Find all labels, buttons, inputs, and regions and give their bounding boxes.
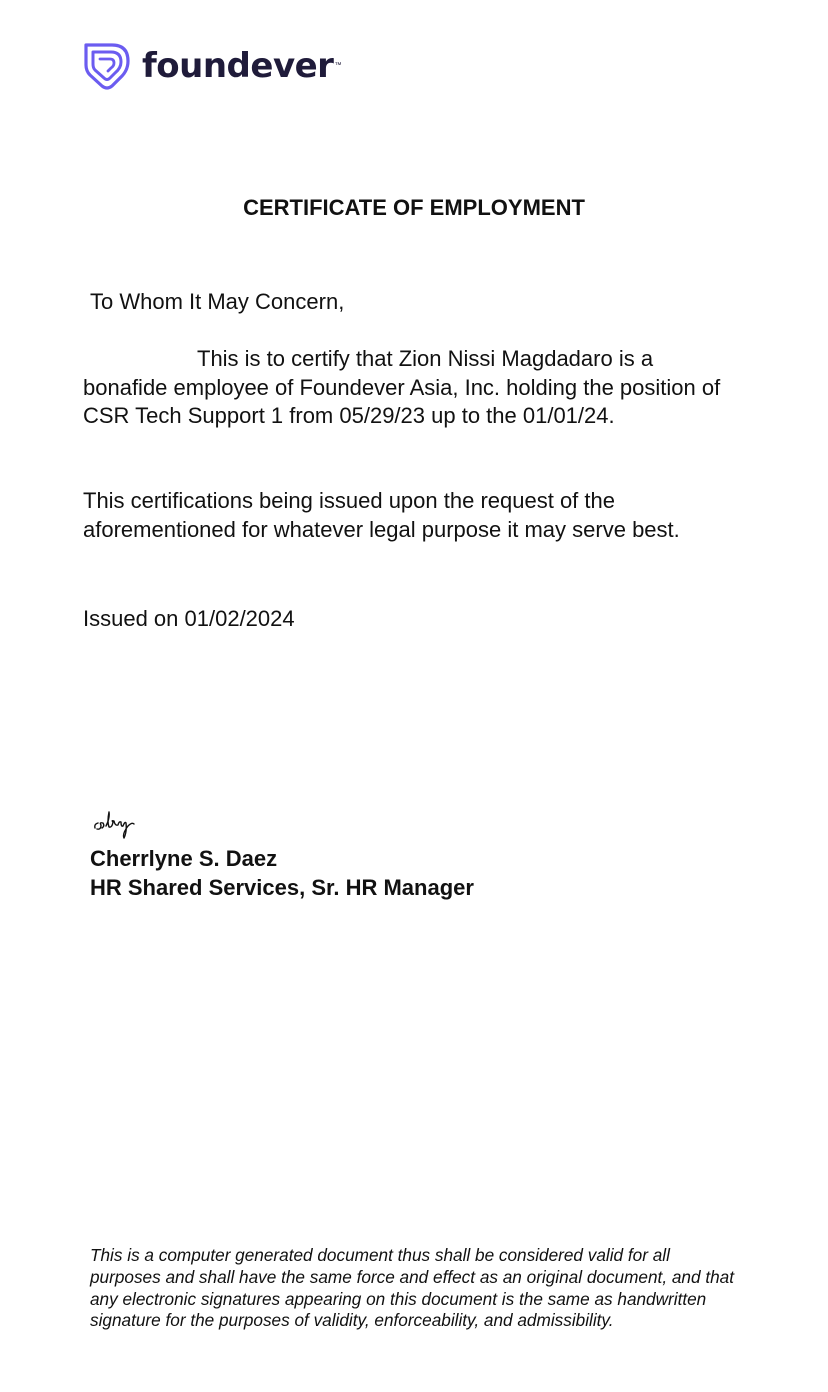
certification-text: This is to certify that Zion Nissi Magdadaro is a bonafide employee of Foundever Asia, Inc. holding the position of CSR Tech Support 1 from 05/29/23 up to the 01/01/24.: [83, 346, 721, 428]
salutation: To Whom It May Concern,: [90, 289, 345, 314]
issued-date: Issued on 01/02/2024: [83, 606, 295, 631]
footer-disclaimer: This is a computer generated document thus shall be considered valid for all purposes and shall have the same force and effect as an original document, and that any electronic signatures appearing on this document is the same as handwritten signature for the purposes of validity, enforceability, and admissibility.: [90, 1245, 734, 1331]
signatory-name: Cherrlyne S. Daez: [90, 846, 278, 871]
signatory-block: [90, 845, 474, 902]
signatory-position: HR Shared Services, Sr. HR Manager: [90, 874, 474, 900]
company-logo: [82, 40, 341, 92]
foundever-logo-icon: [82, 41, 132, 91]
document-title: CERTIFICATE OF EMPLOYMENT: [243, 195, 585, 220]
logo-trademark: ™: [334, 62, 342, 69]
purpose-paragraph: This certifications being issued upon the request of the aforementioned for whatever legal purpose it may serve best.: [83, 488, 680, 542]
handwritten-signature: [92, 804, 142, 840]
certification-paragraph: [83, 345, 743, 431]
logo-wordmark: foundever: [142, 46, 334, 86]
